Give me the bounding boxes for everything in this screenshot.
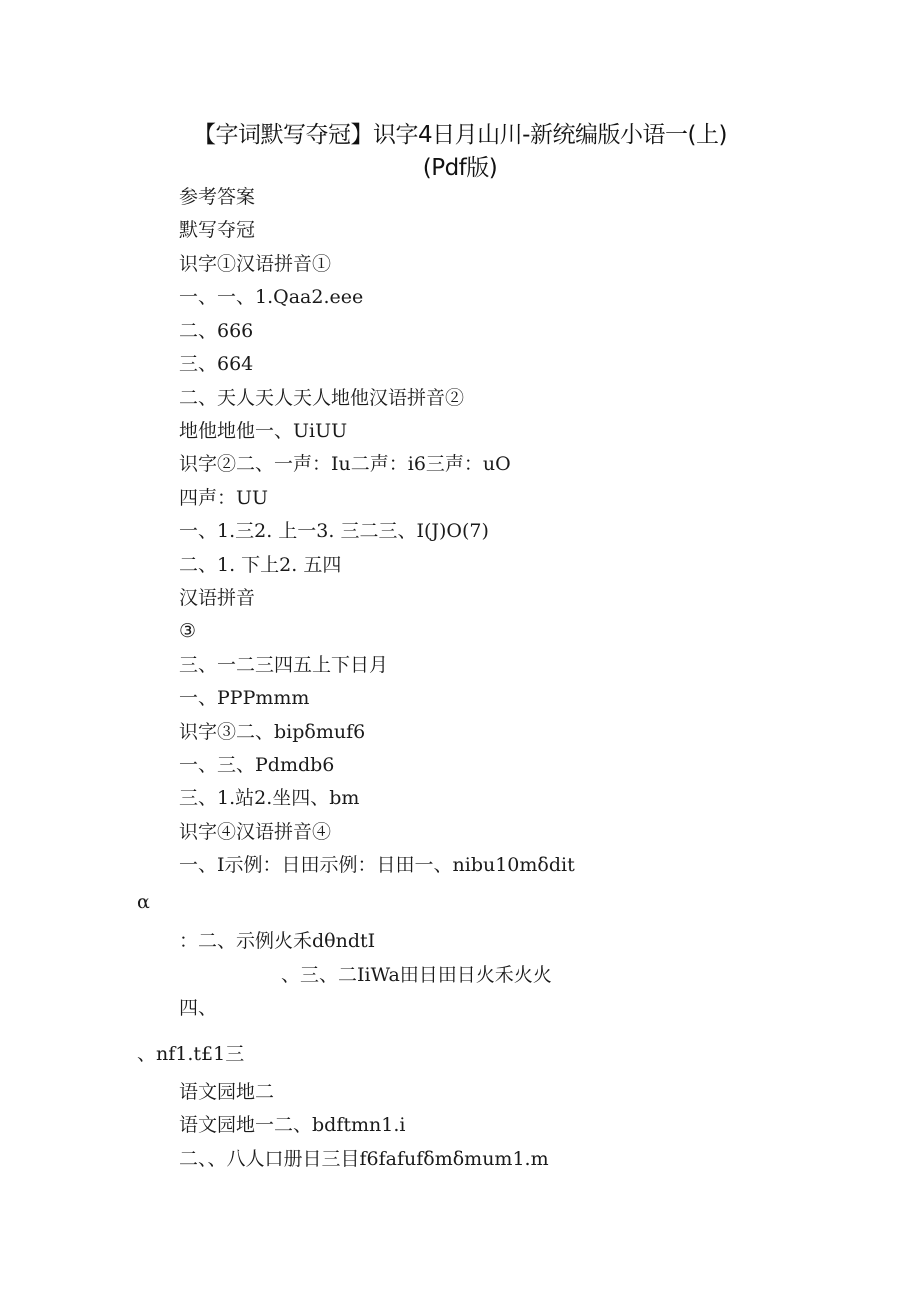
answer-line: ③ — [179, 620, 197, 642]
answer-line: 参考答案 — [179, 186, 256, 208]
document-title-line-2: (Pdf版) — [422, 155, 498, 181]
answer-line: 二、天人天人天人地他汉语拼音② — [179, 387, 465, 409]
answer-line: 四声：UU — [179, 487, 269, 509]
answer-line: 地他地他一、UiUU — [179, 420, 348, 442]
answer-line: 二、1. 下上2. 五四 — [179, 554, 342, 576]
answer-line: 一、一、1.Qaa2.eee — [179, 286, 364, 308]
answer-line: 一、1.三2. 上一3. 三二三、I(J)O(7) — [179, 520, 489, 542]
answer-line: 一、三、Pdmdb6 — [179, 754, 335, 776]
answer-line: 二、、八人口册日三目f6fafufδmδmum1.m — [179, 1148, 549, 1170]
answer-line: ：二、示例火禾dθndtI — [179, 930, 376, 952]
answer-line: 二、666 — [179, 320, 254, 342]
answer-line: 、三、二IiWa田日田日火禾火火 — [281, 964, 552, 986]
answer-line: 识字②二、一声：Iu二声：i6三声：uO — [179, 453, 511, 475]
answer-line: 语文园地二 — [179, 1081, 275, 1103]
answer-line: α — [137, 891, 150, 913]
answer-line: 三、1.站2.坐四、bm — [179, 787, 360, 809]
answer-line: 识字③二、bipδmuf6 — [179, 721, 366, 743]
answer-line: 一、PPPmmm — [179, 687, 310, 709]
answer-line: 三、一二三四五上下日月 — [179, 654, 389, 676]
answer-line: 汉语拼音 — [179, 587, 256, 609]
answer-line: 一、I示例：日田示例：日田一、nibu10mδdit — [179, 854, 575, 876]
answer-line: 默写夺冠 — [179, 219, 256, 241]
answer-line: 、nf1.t£1三 — [137, 1043, 245, 1065]
document-title-line-1: 【字词默写夺冠】识字4日月山川-新统编版小语一(上) — [193, 122, 727, 148]
answer-line: 识字④汉语拼音④ — [179, 821, 332, 843]
answer-line: 四、 — [179, 997, 218, 1019]
answer-line: 识字①汉语拼音① — [179, 253, 332, 275]
answer-line: 三、664 — [179, 353, 254, 375]
answer-line: 语文园地一二、bdftmn1.i — [179, 1114, 406, 1136]
